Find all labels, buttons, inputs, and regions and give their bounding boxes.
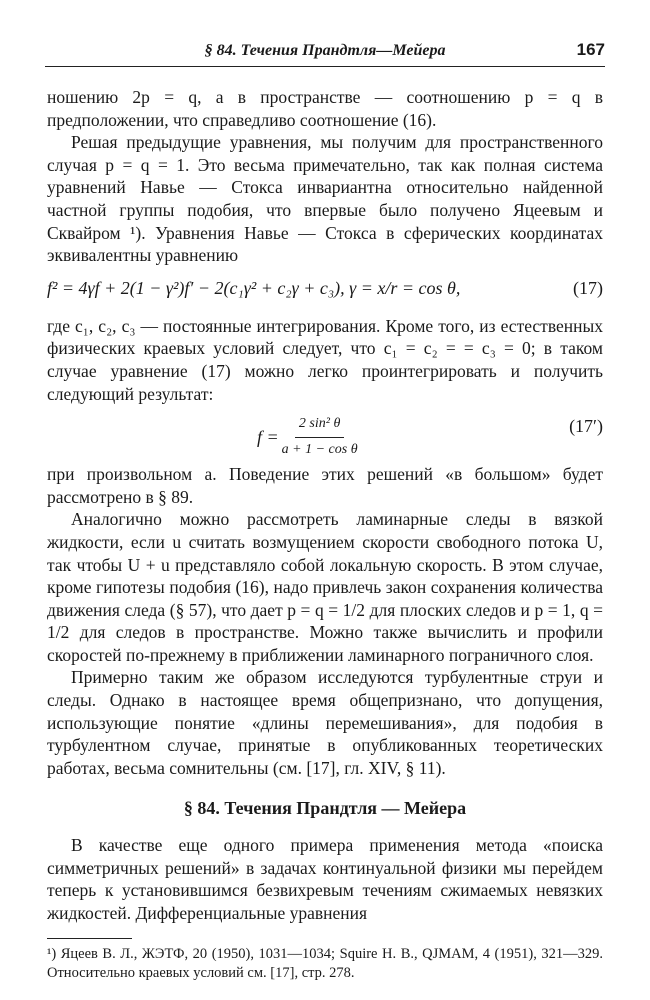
page-number: 167: [576, 40, 605, 59]
equation-17: [47, 267, 603, 315]
footnote-rule: [47, 938, 132, 939]
paragraph-laminar-wakes: Аналогично можно рассмотреть ламинарные следы в вязкой жидкости, если u считать возмущением скорости свободного потока U, так чтобы U + u представляло собой локальную скорость. В этом случае, кроме гипотезы подобия (16), надо привлечь закон сохранения количества движения следа (§ 57), что дает p = q = 1/2 для плоских следов и p = 1, q = 1/2 для следов в пространстве. Можно также вычислить и профили скоростей по-прежнему в приближении ламинарного пограничного слоя.: [47, 509, 603, 665]
paragraph-navier-stokes: Решая предыдущие уравнения, мы получим для пространственного случая p = q = 1. Это весьма примечательно, так как полная система уравнений Навье — Стокса инвариантна относительно найденной частной группы подобия, что впервые было получено Яцеевым и Сквайром ¹). Уравнения Навье — Стокса в сферических координатах эквивалентны уравнению: [47, 132, 603, 266]
equation-17-number: (17): [573, 277, 603, 298]
equation-17-prime: [47, 405, 603, 463]
page-body: [47, 86, 603, 983]
equation-17p-numerator: 2 sin² θ: [295, 413, 344, 438]
section-title: § 84. Течения Прандтля — Мейера: [183, 798, 467, 819]
page-header: [45, 36, 605, 67]
equation-17p-denominator: a + 1 − cos θ: [281, 441, 358, 457]
equation-17p-lhs: f =: [257, 426, 279, 447]
paragraph-continued: ношению 2p = q, а в пространстве — соотношению p = q в предположении, что справедливо соотношение (16).: [47, 87, 603, 130]
paragraph-section-intro: В качестве еще одного примера применения метода «поиска симметричных решений» в задачах континуальной физики мы перейдем теперь к установившимся безвихревым течениям сжимаемых невязких жидкостей. Дифференциальные уравнения: [47, 835, 603, 923]
equation-17p-fraction: [282, 413, 358, 461]
equation-17-formula: f² = 4γf + 2(1 − γ²)f′ − 2(c₁γ² + c₂γ + c₃), γ = x/r = cos θ,: [47, 277, 461, 298]
paragraph-turbulent-jets: Примерно таким же образом исследуются турбулентные струи и следы. Однако в настоящее время общепризнано, что допущения, использующие понятие «длины перемешивания», для подобия в турбулентном случае, принятые в опубликованных теоретических работах, весьма сомнительны (см. [17], гл. XIV, § 11).: [47, 667, 603, 778]
equation-17p-number: (17′): [569, 416, 603, 437]
running-head: § 84. Течения Прандтля—Мейера: [204, 42, 446, 59]
footnote: ¹) Яцеев В. Л., ЖЭТФ, 20 (1950), 1031—1034; Squire H. B., QJMAM, 4 (1951), 321—329. Относительно краевых условий см. [17], стр. 278.: [47, 946, 603, 982]
paragraph-constants: где c₁, c₂, c₃ — постоянные интегрирования. Кроме того, из естественных физических краевых условий следует, что c₁ = c₂ = = c₃ = 0; в таком случае уравнение (17) можно легко проинтегрировать и получить следующий результат:: [47, 315, 603, 404]
paragraph-arbitrary-a: при произвольном a. Поведение этих решений «в большом» будет рассмотрено в § 89.: [47, 464, 603, 507]
